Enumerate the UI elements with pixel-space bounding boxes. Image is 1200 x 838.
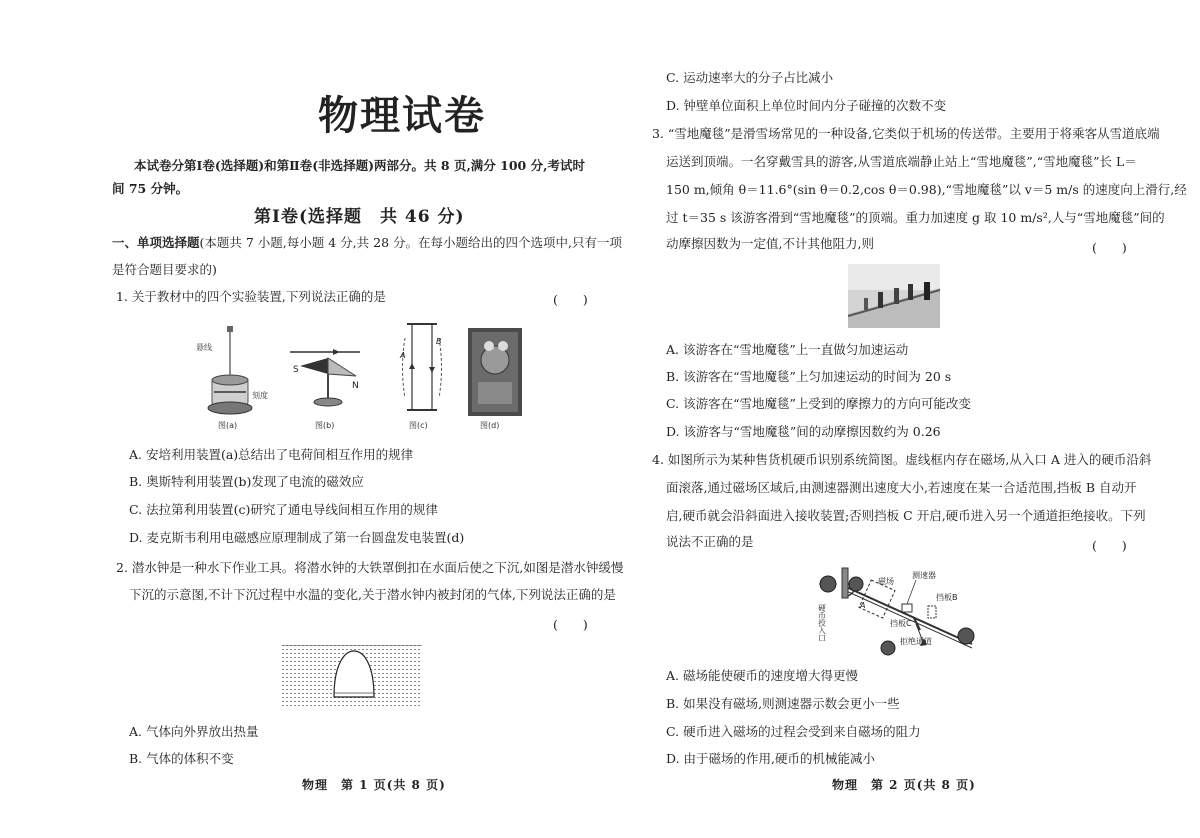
label-speedometer: 测速器 [912,571,936,580]
q1-option-d: D. 麦克斯韦利用电磁感应原理制成了第一台圆盘发电装置(d) [129,530,465,545]
q1-stem: 1. 关于教材中的四个实验装置,下列说法正确的是 [116,289,386,304]
coin-2 [849,577,863,591]
q2-stem-line2: 下沉的示意图,不计下沉过程中水温的变化,关于潜水钟内被封闭的气体,下列说法正确的是 [129,587,616,602]
instructions-line2: 是符合题目要求的) [112,262,217,277]
label-baffle-b: 挡板B [936,593,958,602]
page-title: 物理试卷 [318,92,486,139]
fig-b-label-n: N [352,381,359,391]
q4-stem-line1: 4. 如图所示为某种售货机硬币识别系统简图。虚线框内存在磁场,从入口 A 进入的硬币沿斜 [652,452,1152,467]
q2-diving-bell-figure [282,645,422,707]
q2-option-a: A. 气体向外界放出热量 [129,724,259,739]
q4-bracket: ( ) [1092,538,1127,553]
fig-c-label-a: A [400,351,406,360]
coin-entry-chute [842,568,848,598]
q4-option-a: A. 磁场能使硬币的速度增大得更慢 [666,668,858,683]
q2-option-c: C. 运动速率大的分子占比减小 [666,70,834,85]
q1-option-c: C. 法拉第利用装置(c)研究了通电导线间相互作用的规律 [129,502,438,517]
speedometer-box [902,604,912,612]
fig-a-caption: 图(a) [218,421,238,430]
q2-bracket: ( ) [553,617,588,632]
q3-stem-line3: 150 m,倾角 θ＝11.6°(sin θ＝0.2,cos θ＝0.98),“雪地魔毯”以 v＝5 m/s 的速度向上滑行,经 [666,182,1187,197]
fig-b-caption: 图(b) [315,421,335,430]
instructions-line1: 一、单项选择题(本题共 7 小题,每小题 4 分,共 28 分。在每小题给出的四个选项中,只有一项 [112,235,622,250]
label-magnetic-field: 磁场 [878,577,894,586]
q1-figures [190,318,540,438]
fig-d-caption: 图(d) [480,421,500,430]
fig-c-caption: 图(c) [409,421,428,430]
q1-bracket: ( ) [553,292,588,307]
fig-c-label-b: B [436,337,442,346]
q4-coin-system-figure [816,566,978,660]
q2-option-b: B. 气体的体积不变 [129,751,234,766]
q1-option-b: B. 奥斯特利用装置(b)发现了电流的磁效应 [129,474,364,489]
q3-snow-carpet-photo [848,264,940,328]
coin-4 [881,641,895,655]
q4-option-d: D. 由于磁场的作用,硬币的机械能减小 [666,751,875,766]
q2-option-d: D. 钟壁单位面积上单位时间内分子碰撞的次数不变 [666,98,947,113]
q4-stem-line4: 说法不正确的是 [666,534,754,549]
fig-a-label-thread: 悬线 [196,343,212,352]
q3-stem-line4: 过 t＝35 s 该游客滑到“雪地魔毯”的顶端。重力加速度 g 取 10 m/s²,人与“雪地魔毯”间的 [666,210,1165,225]
q4-stem-line3: 启,硬币就会沿斜面进入接收装置;否则挡板 C 开启,硬币进入另一个通道拒绝接收。下列 [666,508,1146,523]
right-page [600,0,1200,838]
q3-stem-line5: 动摩擦因数为一定值,不计其他阻力,则 [666,236,874,251]
q2-stem-line1: 2. 潜水钟是一种水下作业工具。将潜水钟的大铁罩倒扣在水面后使之下沉,如图是潜水钟缓慢 [116,560,624,575]
q3-stem-line2: 运送到顶端。一名穿戴雪具的游客,从雪道底端静止站上“雪地魔毯”,“雪地魔毯”长 L＝ [666,154,1137,169]
fig-a-label-scale: 刻度 [252,391,268,400]
section-title: 第Ⅰ卷(选择题 共 46 分) [254,207,465,227]
q3-option-b: B. 该游客在“雪地魔毯”上匀加速运动的时间为 20 s [666,369,952,384]
q3-option-d: D. 该游客与“雪地魔毯”间的动摩擦因数约为 0.26 [666,424,941,439]
label-coin-entry: 硬币投入口 [817,604,827,642]
q3-stem-line1: 3. “雪地魔毯”是滑雪场常见的一种设备,它类似于机场的传送带。主要用于将乘客从雪道底端 [652,126,1160,141]
fig-a-torsion-balance [196,326,268,430]
fig-b-label-s: S [293,365,299,375]
q1-option-a: A. 安培利用装置(a)总结出了电荷间相互作用的规律 [129,447,414,462]
label-entry-a: A [860,601,866,610]
coin-1 [820,576,836,592]
q3-bracket: ( ) [1092,240,1127,255]
right-footer: 物理 第 2 页(共 8 页) [832,778,976,792]
fig-c-parallel-wires [399,324,442,430]
q3-option-a: A. 该游客在“雪地魔毯”上一直做匀加速运动 [666,342,909,357]
baffle-b [928,606,936,618]
q4-stem-line2: 面滚落,通过磁场区域后,由测速器测出速度大小,若速度在某一合适范围,挡板 B 自动开 [666,480,1137,495]
label-baffle-c: 挡板C [890,619,912,628]
q4-option-b: B. 如果没有磁场,则测速器示数会更小一些 [666,696,900,711]
exam-intro: 本试卷分第Ⅰ卷(选择题)和第Ⅱ卷(非选择题)两部分。共 8 页,满分 100 分,考试时间 75 分钟。 [112,158,585,196]
label-reject-channel: 拒绝通道 [900,637,932,646]
q4-option-c: C. 硬币进入磁场的过程会受到来自磁场的阻力 [666,724,921,739]
coin-3 [958,628,974,644]
left-footer: 物理 第 1 页(共 8 页) [302,778,446,792]
fig-d-disc-generator [468,328,522,430]
q3-option-c: C. 该游客在“雪地魔毯”上受到的摩擦力的方向可能改变 [666,396,971,411]
fig-b-oersted-needle [290,349,360,430]
